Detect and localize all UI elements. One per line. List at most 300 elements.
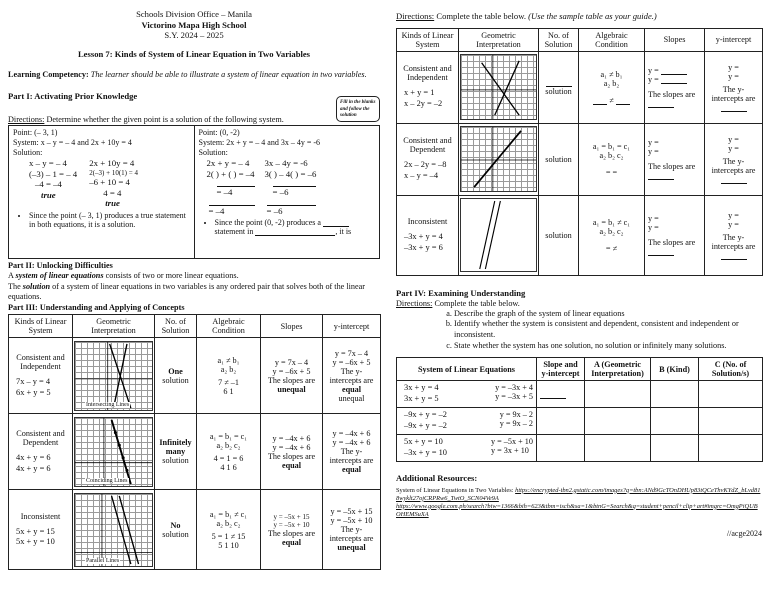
solution-word: solution bbox=[545, 154, 572, 164]
system-cell bbox=[397, 408, 537, 435]
calc-blank-line[interactable] bbox=[265, 179, 317, 198]
resource-entry bbox=[396, 503, 762, 519]
competency-label: Learning Competency: bbox=[8, 69, 89, 79]
graph-svg bbox=[461, 127, 536, 191]
graph-cell bbox=[73, 414, 155, 490]
column-header: Geometric Interpretation bbox=[73, 315, 155, 338]
answer-cell[interactable] bbox=[651, 435, 699, 462]
solution-label: Solution: bbox=[13, 148, 43, 158]
coinciding-graph bbox=[460, 126, 537, 192]
conclusion-part: , it is bbox=[335, 227, 352, 237]
equation: 3x + y = 4 bbox=[404, 383, 439, 393]
calc-line: (–3) – 1 = – 4 bbox=[29, 168, 78, 179]
solution-cell bbox=[155, 338, 197, 414]
intercept-equation: y = bbox=[728, 71, 739, 81]
equation: –3x + y = 10 bbox=[404, 448, 447, 458]
answer-blank[interactable] bbox=[323, 219, 349, 227]
answer-blank[interactable] bbox=[255, 228, 335, 236]
calc-value: = –4 bbox=[216, 187, 233, 198]
table-header-row bbox=[397, 28, 763, 51]
calc-blank-line[interactable] bbox=[265, 198, 317, 217]
intercept-equation: y = bbox=[728, 62, 739, 72]
slope-form: y = –3x + 4 bbox=[495, 383, 533, 393]
equation: –3x + y = 6 bbox=[404, 242, 443, 252]
line-two bbox=[114, 344, 127, 408]
column-header: Slope and y-intercept bbox=[537, 358, 585, 381]
part3-title: Part III: Understanding and Applying of Concepts bbox=[8, 303, 185, 313]
slope-word: unequal bbox=[277, 384, 306, 394]
calc-value: = –4 bbox=[208, 205, 225, 216]
column-header: System of Linear Equations bbox=[397, 358, 537, 381]
condition-line: a₁ = b₁ = c₁ bbox=[592, 141, 631, 151]
equation: 5x + y = 15 bbox=[16, 526, 55, 536]
graph-cell bbox=[73, 490, 155, 570]
algebraic-cell[interactable] bbox=[579, 195, 645, 275]
condition-line: a₁ ≠ b₁ bbox=[600, 69, 623, 79]
calc-value: = –6 bbox=[266, 205, 283, 216]
intercept-cell[interactable] bbox=[705, 123, 763, 195]
condition-symbol: = = bbox=[605, 167, 618, 177]
point-check-box bbox=[8, 125, 380, 259]
slope-form: y = 3x + 10 bbox=[491, 446, 529, 456]
intercept-equation: y = –4x + 6 bbox=[332, 438, 371, 448]
graph-cell bbox=[459, 195, 539, 275]
intercept-note: The y-intercepts are bbox=[329, 447, 374, 466]
intercept-word: equal bbox=[341, 384, 362, 394]
slope-equation: y = bbox=[648, 75, 659, 85]
equation: 5x + y = 10 bbox=[16, 537, 55, 547]
coinciding-line bbox=[474, 131, 521, 187]
equation: x – 2y = –2 bbox=[404, 99, 443, 109]
definition-solution bbox=[8, 282, 380, 303]
condition-line: 4 1 6 bbox=[220, 462, 237, 472]
slope-note: The slopes are bbox=[648, 162, 696, 172]
answer-cell[interactable] bbox=[699, 435, 763, 462]
answer-cell[interactable] bbox=[651, 408, 699, 435]
system-label: System: x – y = – 4 and 2x + 10y = 4 bbox=[13, 138, 132, 148]
school-name: Victorino Mapa High School bbox=[141, 19, 247, 30]
column-header: Geometric Interpretation bbox=[459, 28, 539, 51]
kind-label: Inconsistent bbox=[407, 216, 448, 226]
blank-solution bbox=[199, 158, 376, 216]
solution-cell[interactable] bbox=[539, 195, 579, 275]
answer-blank[interactable] bbox=[721, 176, 747, 184]
equation: 4x + y = 6 bbox=[16, 463, 51, 473]
definition-text: of a system of linear equations in two variables is any ordered pair that solves both of the linear equations. bbox=[8, 281, 365, 301]
equation-system bbox=[400, 232, 455, 254]
intercept-note: The y-intercepts are bbox=[329, 525, 374, 544]
column-header: Slopes bbox=[645, 28, 705, 51]
slope-equation: y = –5x + 15 bbox=[273, 512, 310, 521]
column-header: Slopes bbox=[261, 315, 323, 338]
slope-form: y = 9x – 2 bbox=[499, 419, 533, 429]
solution-cell bbox=[155, 490, 197, 570]
slope-word: equal bbox=[281, 460, 302, 470]
kind-label: Inconsistent bbox=[20, 511, 61, 521]
intercept-equation: y = bbox=[728, 219, 739, 229]
intercept-equation: y = –5x + 10 bbox=[330, 516, 373, 526]
definition-system bbox=[8, 271, 380, 281]
answer-blank[interactable] bbox=[540, 391, 566, 399]
calc-result: true bbox=[105, 198, 120, 209]
algebraic-cell bbox=[197, 338, 261, 414]
intercept-note: The y-intercepts are bbox=[329, 366, 374, 385]
line-two bbox=[119, 496, 138, 564]
point-label: Point: (– 3, 1) bbox=[13, 128, 58, 138]
answer-blank[interactable] bbox=[648, 100, 674, 108]
learning-competency bbox=[8, 70, 380, 80]
slope-form: y = –5x + 10 bbox=[491, 437, 533, 447]
line-point bbox=[118, 444, 121, 447]
graph-caption: Coinciding Lines bbox=[86, 477, 128, 484]
calc-line: 2x + y = – 4 bbox=[206, 158, 250, 169]
intercept-word: unequal bbox=[337, 543, 366, 553]
slope-equation: y = –5x + 10 bbox=[273, 520, 310, 529]
table-row bbox=[397, 195, 763, 275]
point-check-right bbox=[194, 126, 380, 258]
line-two bbox=[495, 61, 519, 115]
answer-cell[interactable] bbox=[537, 408, 585, 435]
calc-line: –6 + 10 = 4 bbox=[89, 177, 130, 188]
answer-cell[interactable] bbox=[585, 435, 651, 462]
answer-blank[interactable] bbox=[648, 248, 674, 256]
intercept-equation: y = –6x + 5 bbox=[332, 357, 371, 367]
solution-count: Infinitely many bbox=[159, 438, 192, 457]
answer-blank[interactable] bbox=[661, 76, 687, 84]
definition-text: A bbox=[8, 271, 14, 281]
intercept-cell bbox=[323, 414, 381, 490]
instruction-item: b. Identify whether the system is consistent and dependent, consistent and independent or inconsistent. bbox=[454, 319, 762, 340]
condition-line: a₂ b₂ c₂ bbox=[599, 226, 624, 236]
algebraic-cell bbox=[197, 414, 261, 490]
lesson-title: Lesson 7: Kinds of System of Linear Equation in Two Variables bbox=[77, 49, 311, 60]
intercept-word: unequal bbox=[338, 393, 365, 403]
solution-word: solution bbox=[545, 87, 572, 97]
resource-entry bbox=[396, 487, 762, 503]
intersecting-graph bbox=[74, 341, 153, 411]
slope-equation: y = –6x + 5 bbox=[272, 366, 311, 376]
graph-cell bbox=[459, 51, 539, 123]
kind-cell bbox=[397, 51, 459, 123]
solution-cell[interactable] bbox=[539, 123, 579, 195]
answer-cell[interactable] bbox=[651, 381, 699, 408]
calc-blank-line[interactable]: 2( ) + ( ) = –4 bbox=[206, 168, 255, 179]
solution-cell bbox=[155, 414, 197, 490]
table-row bbox=[9, 490, 381, 570]
slope-form: y = –3x + 5 bbox=[495, 392, 533, 402]
table-header-row bbox=[397, 358, 763, 381]
equation: –9x + y = –2 bbox=[404, 410, 447, 420]
intercept-equation: y = bbox=[728, 134, 739, 144]
graph-caption: Intersecting Lines bbox=[86, 401, 130, 408]
intercept-note: The y-intercepts are bbox=[711, 84, 756, 103]
answer-blank[interactable] bbox=[721, 252, 747, 260]
worked-solution bbox=[13, 158, 190, 209]
calc-blank-line[interactable] bbox=[207, 198, 255, 217]
intersecting-graph bbox=[460, 54, 537, 120]
line-one bbox=[112, 496, 131, 564]
intercept-note: The y-intercepts are bbox=[711, 156, 756, 175]
slope-note: The slopes are bbox=[648, 238, 696, 248]
intercept-equation: y = –5x + 15 bbox=[330, 507, 373, 517]
intercept-note: The y-intercepts are bbox=[711, 232, 756, 251]
answer-blank[interactable] bbox=[616, 97, 630, 105]
point-check-left bbox=[9, 126, 194, 258]
kind-label: Consistent and Independent bbox=[16, 353, 65, 372]
slope-equation: y = bbox=[648, 214, 659, 224]
slope-cell bbox=[261, 490, 323, 570]
calc-line: –4 = –4 bbox=[35, 179, 62, 190]
solution-word: solution bbox=[162, 375, 189, 385]
definition-text: The bbox=[8, 281, 21, 291]
instruction-callout: Fill in the blanks and follow the solution bbox=[336, 96, 380, 122]
directions-text: Complete the table below. bbox=[434, 298, 520, 308]
kind-cell bbox=[397, 123, 459, 195]
system-cell bbox=[397, 381, 537, 408]
competency-text: The learner should be able to illustrate a system of linear equation in two variables. bbox=[90, 69, 367, 79]
graph-cell bbox=[459, 123, 539, 195]
intercept-cell[interactable] bbox=[705, 195, 763, 275]
condition-line: 5 1 10 bbox=[218, 540, 239, 550]
kind-cell bbox=[9, 490, 73, 570]
parallel-graph bbox=[460, 198, 537, 272]
answer-cell[interactable] bbox=[585, 408, 651, 435]
directions-label: Directions: bbox=[8, 114, 45, 124]
directions-text: Complete the table below. bbox=[436, 11, 526, 21]
slope-note: The slopes are bbox=[267, 528, 316, 538]
intercept-cell bbox=[323, 338, 381, 414]
intercept-cell[interactable] bbox=[705, 51, 763, 123]
answer-cell[interactable] bbox=[585, 381, 651, 408]
conclusion-list bbox=[13, 211, 190, 229]
coinciding-line bbox=[112, 420, 131, 484]
instruction-item: a. Describe the graph of the system of linear equations bbox=[454, 309, 762, 320]
intercept-cell bbox=[323, 490, 381, 570]
solution-word: solution bbox=[162, 529, 189, 539]
table-row bbox=[397, 123, 763, 195]
conclusion-text bbox=[215, 218, 376, 236]
table-row bbox=[397, 381, 763, 408]
directions-label: Directions: bbox=[396, 298, 433, 308]
solution-word: solution bbox=[162, 456, 189, 466]
column-header: B (Kind) bbox=[651, 358, 699, 381]
calc-blank-line[interactable]: 3( ) – 4( ) = –6 bbox=[264, 168, 317, 179]
equation: 6x + y = 5 bbox=[16, 387, 51, 397]
condition-symbol: = ≠ bbox=[605, 243, 618, 253]
condition-line: a₁ = b₁ ≠ c₁ bbox=[209, 509, 248, 519]
examining-table bbox=[396, 357, 763, 462]
intercept-word: equal bbox=[341, 465, 362, 475]
column-header: Kinds of Linear System bbox=[9, 315, 73, 338]
intercept-equation: y = –4x + 6 bbox=[332, 429, 371, 439]
answer-cell[interactable] bbox=[699, 408, 763, 435]
condition-line: a₂ b₂ c₂ bbox=[216, 518, 241, 528]
calc-blank-line[interactable] bbox=[207, 179, 255, 198]
slope-form: y = 9x – 2 bbox=[499, 410, 533, 420]
slope-word: equal bbox=[281, 537, 302, 547]
slope-cell[interactable] bbox=[645, 51, 705, 123]
equation: 3x + y = 5 bbox=[404, 394, 439, 404]
definition-text: consists of two or more linear equations. bbox=[105, 271, 239, 281]
kind-label: Consistent and Dependent bbox=[403, 136, 452, 155]
calc-line: 3x – 4y = -6 bbox=[264, 158, 308, 169]
calc-line: 2(–3) + 10(1) = 4 bbox=[89, 168, 138, 177]
slope-note: The slopes are bbox=[267, 375, 316, 385]
answer-cell[interactable] bbox=[537, 381, 585, 408]
slope-cell[interactable] bbox=[645, 195, 705, 275]
school-year: S.Y. 2024 – 2025 bbox=[164, 30, 224, 41]
system-label: System: 2x + y = – 4 and 3x – 4y = -6 bbox=[198, 138, 321, 148]
kind-cell bbox=[9, 338, 73, 414]
table-row bbox=[397, 408, 763, 435]
column-header: Algebraic Condition bbox=[197, 315, 261, 338]
solution-cell[interactable] bbox=[539, 51, 579, 123]
kind-cell bbox=[397, 195, 459, 275]
column-header: C (No. of Solution/s) bbox=[699, 358, 763, 381]
part1-title: Part I: Activating Prior Knowledge bbox=[8, 91, 138, 102]
answer-blank[interactable] bbox=[648, 172, 674, 180]
directions-note: (Use the sample table as your guide.) bbox=[528, 11, 657, 21]
calc-line: x – y = – 4 bbox=[29, 158, 67, 169]
line-point bbox=[114, 431, 117, 434]
part1-directions bbox=[8, 115, 380, 125]
practice-table bbox=[396, 28, 763, 276]
answer-cell[interactable] bbox=[537, 435, 585, 462]
table-row bbox=[397, 51, 763, 123]
graph-svg bbox=[461, 199, 536, 271]
system-cell bbox=[397, 435, 537, 462]
parallel-graph bbox=[74, 493, 153, 567]
resource-label: System of Linear Equations in Two Variables: bbox=[396, 486, 514, 494]
conclusion-part: statement in bbox=[214, 227, 254, 237]
graph-cell bbox=[73, 338, 155, 414]
right-column bbox=[396, 0, 762, 538]
equation: –9x + y = –2 bbox=[404, 421, 447, 431]
resource-link[interactable]: https://www.google.com.ph/search?biw=1366&bih=623&tbm=isch&sa=1&btnG=Search&q=student+pencil+clip+art#imgrc=OmgPiQUBOHEMSuXA bbox=[396, 502, 758, 518]
condition-line: 6 1 bbox=[223, 386, 234, 396]
equation: x – y = –4 bbox=[404, 171, 439, 181]
left-column bbox=[8, 0, 380, 570]
intercept-equation: y = bbox=[728, 143, 739, 153]
directions-label: Directions: bbox=[396, 11, 435, 21]
table-directions bbox=[396, 11, 762, 22]
equation: 5x + y = 10 bbox=[404, 437, 443, 447]
slope-equation: y = –4x + 6 bbox=[272, 433, 311, 443]
part4-directions bbox=[396, 299, 762, 309]
line-point bbox=[125, 469, 128, 472]
answer-blank[interactable] bbox=[661, 67, 687, 75]
condition-line: a₂ b₂ c₂ bbox=[599, 150, 624, 160]
solution-count: One bbox=[168, 366, 183, 376]
equation-system bbox=[12, 453, 69, 475]
conclusion-part: Since the point (0, -2) produces a bbox=[214, 218, 321, 228]
answer-blank[interactable] bbox=[546, 79, 572, 87]
calc-line: 4 = 4 bbox=[103, 187, 122, 198]
condition-line: 4 = 1 = 6 bbox=[213, 453, 244, 463]
calc-value: = –6 bbox=[272, 187, 289, 198]
conclusion-text: • Since the point (– 3, 1) produces a true statement in both equations, it is a solution. bbox=[29, 211, 190, 229]
graph-svg bbox=[75, 418, 152, 486]
answer-blank[interactable] bbox=[721, 104, 747, 112]
resources-list bbox=[396, 487, 762, 519]
instruction-item: c. State whether the system has one solution, no solution or infinitely many solutions. bbox=[454, 341, 762, 352]
solution-count: No bbox=[170, 520, 181, 530]
point-label: Point: (0, -2) bbox=[198, 128, 240, 138]
definition-term: solution bbox=[22, 281, 51, 291]
condition-line: a₁ ≠ b₁ bbox=[217, 355, 240, 365]
solution-label: Solution: bbox=[198, 148, 228, 158]
equation: 4x + y = 6 bbox=[16, 453, 51, 463]
kind-cell bbox=[9, 414, 73, 490]
definition-term: system of linear equations bbox=[15, 271, 104, 281]
intercept-equation: y = bbox=[728, 210, 739, 220]
graph-svg bbox=[75, 342, 152, 410]
table-header-row bbox=[9, 315, 381, 338]
answer-cell[interactable] bbox=[699, 381, 763, 408]
slope-cell[interactable] bbox=[645, 123, 705, 195]
algebraic-cell[interactable] bbox=[579, 51, 645, 123]
condition-line: a₂ b₂ c₂ bbox=[216, 440, 241, 450]
equation-system bbox=[12, 527, 69, 549]
condition-line: a₁ = b₁ ≠ c₁ bbox=[592, 217, 631, 227]
equation: 2x – 2y = –8 bbox=[404, 160, 447, 170]
slope-equation: y = bbox=[648, 147, 659, 157]
slope-note: The slopes are bbox=[267, 451, 316, 461]
table-row bbox=[9, 414, 381, 490]
graph-svg bbox=[461, 55, 536, 119]
part2-title: Part II: Unlocking Difficulties bbox=[8, 261, 113, 271]
equation-system bbox=[400, 160, 455, 182]
condition-line: a₂ b₂ bbox=[603, 78, 620, 88]
slope-equation: y = 7x – 4 bbox=[274, 357, 309, 367]
condition-symbol: ≠ bbox=[609, 95, 614, 105]
slope-equation: y = –4x + 6 bbox=[272, 442, 311, 452]
calc-line: 2x + 10y = 4 bbox=[89, 158, 135, 169]
kind-label: Consistent and Dependent bbox=[16, 429, 65, 448]
graph-caption: Parallel Lines bbox=[86, 557, 120, 564]
condition-line: a₂ b₂ bbox=[220, 364, 237, 374]
sample-table bbox=[8, 314, 381, 570]
slope-cell bbox=[261, 414, 323, 490]
column-header: No. of Solution bbox=[539, 28, 579, 51]
condition-line: 5 = 1 ≠ 15 bbox=[211, 531, 246, 541]
line-one bbox=[482, 63, 520, 115]
division-office: Schools Division Office – Manila bbox=[136, 9, 252, 19]
slope-equation: y = bbox=[648, 223, 659, 233]
column-header: y-intercept bbox=[323, 315, 381, 338]
condition-line: a₁ = b₁ = c₁ bbox=[209, 431, 248, 441]
answer-blank[interactable] bbox=[593, 97, 607, 105]
line-point bbox=[122, 456, 125, 459]
author-signature: //acge2024 bbox=[726, 528, 762, 538]
part4-title: Part IV: Examining Understanding bbox=[396, 287, 526, 298]
column-header: Kinds of Linear System bbox=[397, 28, 459, 51]
column-header: Algebraic Condition bbox=[579, 28, 645, 51]
resource-link[interactable]: https://encrypted-tbn2.gstatic.com/images?q=tbn:ANd9GcTOnDHUp83tQCeThvKYdZ_bLvd818wyklt27ojCRPRw6_TwtO_SCN04Ve9A bbox=[396, 486, 761, 502]
solution-word: solution bbox=[545, 230, 572, 240]
kind-label: Consistent and Independent bbox=[403, 64, 452, 83]
intercept-equation: y = 7x – 4 bbox=[334, 348, 369, 358]
calc-result: true bbox=[41, 189, 56, 200]
slope-note: The slopes are bbox=[648, 90, 696, 100]
table-row bbox=[397, 435, 763, 462]
algebraic-cell[interactable] bbox=[579, 123, 645, 195]
table-row bbox=[9, 338, 381, 414]
equation: x + y = 1 bbox=[404, 88, 435, 98]
equation-system bbox=[12, 377, 69, 399]
conclusion-list bbox=[199, 218, 376, 236]
coinciding-graph bbox=[74, 417, 153, 487]
